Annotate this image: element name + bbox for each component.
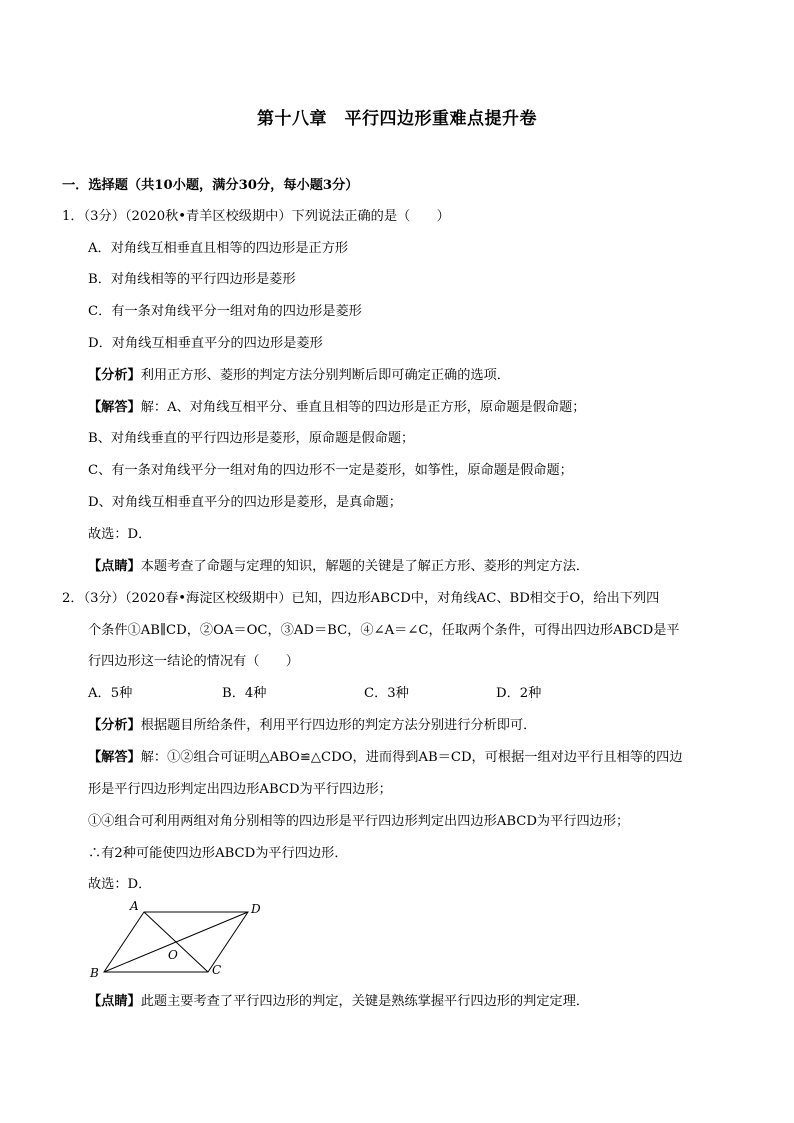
analysis-tag: 【分析】 [88, 718, 141, 733]
q2-comment [88, 993, 589, 1011]
q2-solution-line: ∴有2种可能使四边形ABCD为平行四边形． [88, 846, 348, 861]
vertex-label-c: C [212, 963, 222, 977]
q1-analysis [88, 367, 510, 385]
q1-stem: 1．（3分）（2020秋•青羊区校级期中）下列说法正确的是（ ） [62, 209, 450, 224]
section-heading: 一．选择题（共10小题，满分30分，每小题3分） [62, 178, 359, 193]
q2-stem: 2．（3分）（2020春•海淀区校级期中）已知，四边形ABCD中，对角线AC、BD相交于O，给出下列四 [62, 591, 660, 606]
comment-text: 此题主要考查了平行四边形的判定，关键是熟练掌握平行四边形的判定定理． [140, 994, 590, 1009]
q1-comment [88, 558, 589, 576]
q2-stem-line: 行四边形这一结论的情况有（ ） [88, 654, 299, 669]
q2-solution-line: ①④组合可利用两组对角分别相等的四边形是平行四边形判定出四边形ABCD为平行四边形； [88, 814, 630, 829]
solution-tag: 【解答】 [88, 400, 141, 415]
q2-analysis [88, 717, 536, 735]
q1-solution [88, 399, 585, 417]
vertex-label-b: B [90, 966, 99, 980]
solution-tag: 【解答】 [88, 750, 141, 765]
q1-option-a: A．对角线互相垂直且相等的四边形是正方形 [88, 241, 349, 256]
page-title: 第十八章 平行四边形重难点提升卷 [257, 109, 537, 129]
comment-tag: 【点睛】 [88, 994, 141, 1009]
q1-option-d: D．对角线互相垂直平分的四边形是菱形 [88, 336, 323, 351]
q2-option-d: D．2种 [496, 686, 542, 701]
q1-solution-line: D、对角线互相垂直平分的四边形是菱形，是真命题； [88, 495, 402, 510]
solution-text: 解：A、对角线互相平分、垂直且相等的四边形是正方形，原命题是假命题； [140, 400, 586, 415]
q2-choice: 故选：D． [88, 877, 152, 892]
comment-text: 本题考查了命题与定理的知识，解题的关键是了解正方形、菱形的判定方法． [140, 559, 590, 574]
q2-stem-line: 个条件①AB∥CD，②OA＝OC，③AD＝BC，④∠A＝∠C，任取两个条件，可得出四边形ABCD是平 [88, 623, 680, 638]
q1-option-c: C．有一条对角线平分一组对角的四边形是菱形 [88, 304, 362, 319]
vertex-label-a: A [130, 899, 139, 913]
q1-solution-line: C、有一条对角线平分一组对角的四边形不一定是菱形，如筝性，原命题是假命题； [88, 463, 573, 478]
q2-option-a: A．5种 [88, 686, 133, 701]
q2-solution-line: 形是平行四边形判定出四边形ABCD为平行四边形； [88, 782, 392, 797]
q2-solution [88, 749, 683, 767]
parallelogram-figure [86, 898, 276, 984]
q1-option-b: B．对角线相等的平行四边形是菱形 [88, 272, 296, 287]
q1-choice: 故选：D． [88, 527, 152, 542]
vertex-label-d: D [251, 902, 261, 916]
center-label-o: O [168, 948, 178, 962]
q2-option-c: C．3种 [364, 686, 409, 701]
analysis-text: 根据题目所给条件，利用平行四边形的判定方法分别进行分析即可． [140, 718, 537, 733]
diagonal-bd [104, 912, 248, 972]
analysis-text: 利用正方形、菱形的判定方法分别判断后即可确定正确的选项． [140, 368, 510, 383]
solution-text: 解：①②组合可证明△ABO≌△CDO，进而得到AB＝CD，可根据一组对边平行且相等的四边 [140, 750, 683, 765]
q2-option-b: B．4种 [222, 686, 267, 701]
comment-tag: 【点睛】 [88, 559, 141, 574]
analysis-tag: 【分析】 [88, 368, 141, 383]
q1-solution-line: B、对角线垂直的平行四边形是菱形，原命题是假命题； [88, 431, 415, 446]
